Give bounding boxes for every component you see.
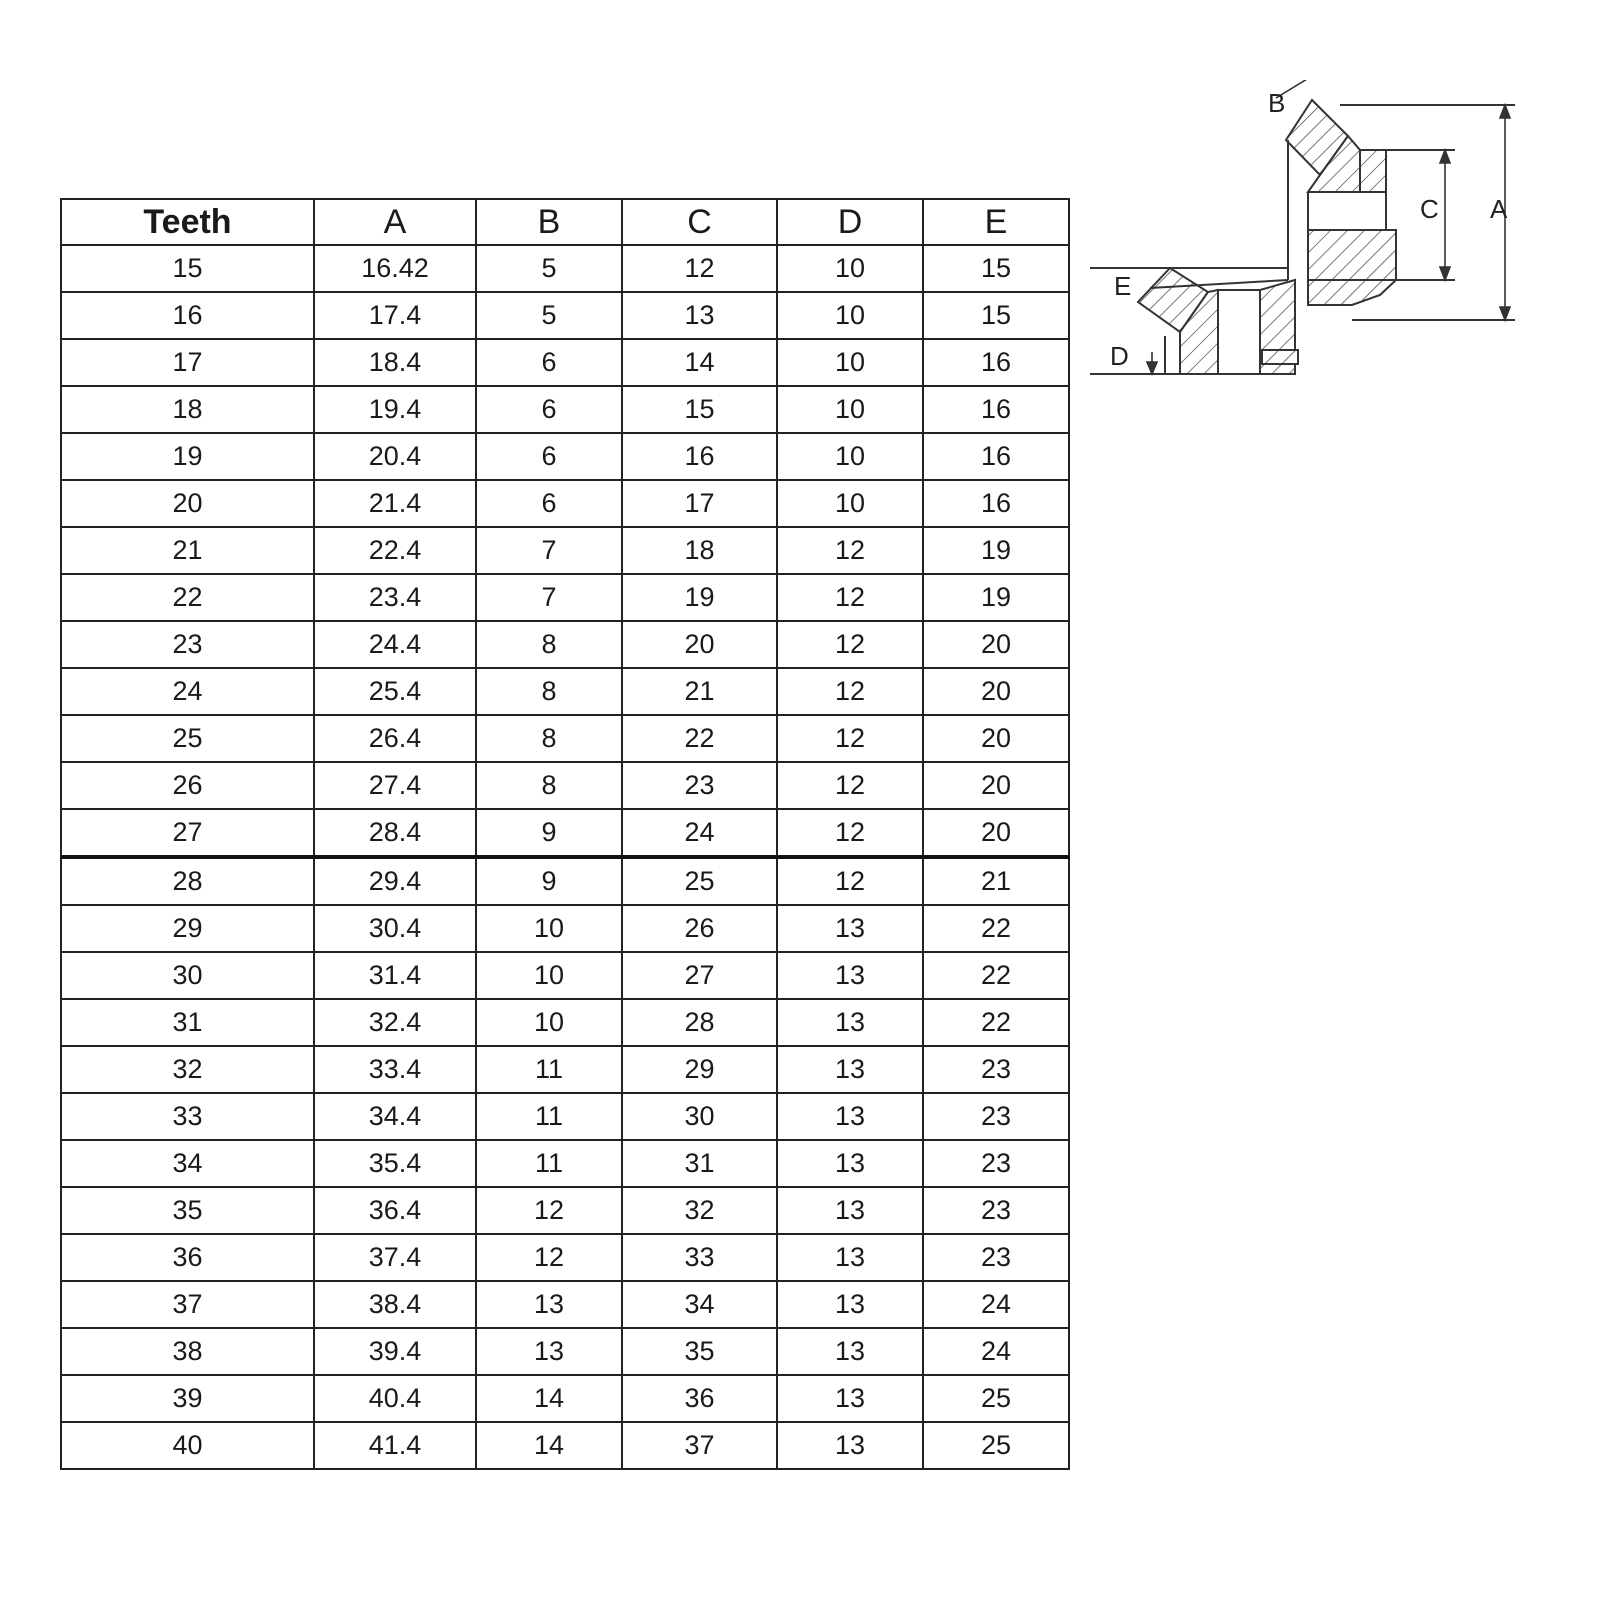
cell-b: 7 [476, 527, 622, 574]
cell-d: 10 [777, 245, 923, 292]
cell-e: 16 [923, 433, 1069, 480]
cell-d: 10 [777, 386, 923, 433]
cell-a: 36.4 [314, 1187, 476, 1234]
cell-b: 12 [476, 1234, 622, 1281]
cell-d: 13 [777, 1422, 923, 1469]
cell-d: 13 [777, 1375, 923, 1422]
cell-d: 12 [777, 621, 923, 668]
cell-c: 19 [622, 574, 777, 621]
cell-teeth: 23 [61, 621, 314, 668]
table-row [61, 1328, 1069, 1375]
cell-e: 23 [923, 1140, 1069, 1187]
cell-c: 22 [622, 715, 777, 762]
table-row [61, 952, 1069, 999]
cell-b: 10 [476, 999, 622, 1046]
cell-c: 37 [622, 1422, 777, 1469]
table-row [61, 574, 1069, 621]
cell-a: 33.4 [314, 1046, 476, 1093]
cell-a: 30.4 [314, 905, 476, 952]
cell-c: 16 [622, 433, 777, 480]
cell-a: 21.4 [314, 480, 476, 527]
cell-c: 14 [622, 339, 777, 386]
cell-c: 23 [622, 762, 777, 809]
cell-b: 7 [476, 574, 622, 621]
cell-a: 16.42 [314, 245, 476, 292]
cell-d: 12 [777, 668, 923, 715]
cell-e: 20 [923, 715, 1069, 762]
cell-d: 12 [777, 527, 923, 574]
bevel-gear-diagram [1090, 80, 1560, 400]
cell-b: 11 [476, 1140, 622, 1187]
label-d: D [1110, 341, 1129, 371]
cell-b: 12 [476, 1187, 622, 1234]
cell-d: 13 [777, 1328, 923, 1375]
table-row [61, 433, 1069, 480]
cell-teeth: 37 [61, 1281, 314, 1328]
cell-a: 40.4 [314, 1375, 476, 1422]
table-row [61, 1375, 1069, 1422]
cell-b: 10 [476, 905, 622, 952]
table-row [61, 715, 1069, 762]
table-row [61, 1234, 1069, 1281]
cell-teeth: 21 [61, 527, 314, 574]
cell-a: 39.4 [314, 1328, 476, 1375]
cell-a: 22.4 [314, 527, 476, 574]
cell-d: 13 [777, 1234, 923, 1281]
cell-d: 13 [777, 1140, 923, 1187]
header-d: D [777, 199, 923, 245]
cell-b: 6 [476, 480, 622, 527]
table-row [61, 386, 1069, 433]
cell-b: 6 [476, 433, 622, 480]
cell-b: 14 [476, 1422, 622, 1469]
cell-teeth: 35 [61, 1187, 314, 1234]
cell-teeth: 16 [61, 292, 314, 339]
cell-b: 5 [476, 292, 622, 339]
cell-c: 33 [622, 1234, 777, 1281]
cell-e: 23 [923, 1187, 1069, 1234]
cell-a: 24.4 [314, 621, 476, 668]
cell-c: 29 [622, 1046, 777, 1093]
cell-b: 9 [476, 809, 622, 857]
cell-e: 19 [923, 527, 1069, 574]
cell-a: 23.4 [314, 574, 476, 621]
cell-teeth: 20 [61, 480, 314, 527]
header-c: C [622, 199, 777, 245]
cell-teeth: 31 [61, 999, 314, 1046]
cell-d: 12 [777, 857, 923, 905]
cell-b: 11 [476, 1046, 622, 1093]
cell-teeth: 26 [61, 762, 314, 809]
header-a: A [314, 199, 476, 245]
cell-teeth: 32 [61, 1046, 314, 1093]
cell-c: 20 [622, 621, 777, 668]
cell-d: 12 [777, 762, 923, 809]
cell-e: 23 [923, 1046, 1069, 1093]
cell-b: 14 [476, 1375, 622, 1422]
cell-c: 21 [622, 668, 777, 715]
table-row [61, 1140, 1069, 1187]
cell-b: 8 [476, 621, 622, 668]
cell-teeth: 30 [61, 952, 314, 999]
cell-e: 19 [923, 574, 1069, 621]
cell-a: 37.4 [314, 1234, 476, 1281]
header-e: E [923, 199, 1069, 245]
cell-teeth: 27 [61, 809, 314, 857]
cell-b: 8 [476, 762, 622, 809]
cell-a: 38.4 [314, 1281, 476, 1328]
table-row [61, 1281, 1069, 1328]
cell-d: 13 [777, 1187, 923, 1234]
cell-e: 15 [923, 245, 1069, 292]
cell-e: 21 [923, 857, 1069, 905]
cell-a: 31.4 [314, 952, 476, 999]
cell-e: 20 [923, 809, 1069, 857]
cell-b: 13 [476, 1281, 622, 1328]
cell-a: 28.4 [314, 809, 476, 857]
cell-e: 25 [923, 1422, 1069, 1469]
cell-b: 6 [476, 386, 622, 433]
cell-c: 28 [622, 999, 777, 1046]
table-row [61, 339, 1069, 386]
cell-b: 6 [476, 339, 622, 386]
cell-teeth: 29 [61, 905, 314, 952]
cell-teeth: 25 [61, 715, 314, 762]
cell-e: 23 [923, 1093, 1069, 1140]
table-header-row [61, 199, 1069, 245]
cell-c: 34 [622, 1281, 777, 1328]
table-row [61, 480, 1069, 527]
cell-b: 8 [476, 715, 622, 762]
cell-e: 24 [923, 1328, 1069, 1375]
cell-e: 20 [923, 762, 1069, 809]
table-row [61, 857, 1069, 905]
cell-e: 25 [923, 1375, 1069, 1422]
cell-d: 10 [777, 339, 923, 386]
cell-c: 13 [622, 292, 777, 339]
table-row [61, 999, 1069, 1046]
cell-c: 30 [622, 1093, 777, 1140]
cell-e: 22 [923, 905, 1069, 952]
cell-teeth: 18 [61, 386, 314, 433]
table-row [61, 621, 1069, 668]
cell-a: 41.4 [314, 1422, 476, 1469]
table-row [61, 668, 1069, 715]
cell-a: 25.4 [314, 668, 476, 715]
cell-teeth: 36 [61, 1234, 314, 1281]
cell-e: 22 [923, 999, 1069, 1046]
table-row [61, 762, 1069, 809]
cell-c: 35 [622, 1328, 777, 1375]
cell-b: 13 [476, 1328, 622, 1375]
cell-d: 10 [777, 292, 923, 339]
header-teeth: Teeth [61, 199, 314, 245]
cell-e: 16 [923, 339, 1069, 386]
gear-cross-section [1090, 100, 1515, 374]
cell-d: 13 [777, 999, 923, 1046]
cell-a: 17.4 [314, 292, 476, 339]
cell-teeth: 15 [61, 245, 314, 292]
cell-c: 27 [622, 952, 777, 999]
cell-e: 24 [923, 1281, 1069, 1328]
cell-a: 29.4 [314, 857, 476, 905]
cell-c: 15 [622, 386, 777, 433]
cell-a: 32.4 [314, 999, 476, 1046]
cell-teeth: 33 [61, 1093, 314, 1140]
cell-a: 18.4 [314, 339, 476, 386]
table-row [61, 1093, 1069, 1140]
cell-e: 16 [923, 480, 1069, 527]
cell-teeth: 19 [61, 433, 314, 480]
cell-d: 10 [777, 433, 923, 480]
cell-teeth: 38 [61, 1328, 314, 1375]
cell-a: 35.4 [314, 1140, 476, 1187]
cell-c: 12 [622, 245, 777, 292]
table-row [61, 905, 1069, 952]
table-row [61, 809, 1069, 857]
cell-a: 27.4 [314, 762, 476, 809]
cell-e: 20 [923, 668, 1069, 715]
cell-b: 10 [476, 952, 622, 999]
cell-teeth: 22 [61, 574, 314, 621]
cell-teeth: 39 [61, 1375, 314, 1422]
header-b: B [476, 199, 622, 245]
cell-e: 20 [923, 621, 1069, 668]
table-row [61, 1046, 1069, 1093]
cell-c: 31 [622, 1140, 777, 1187]
cell-b: 11 [476, 1093, 622, 1140]
cell-a: 34.4 [314, 1093, 476, 1140]
cell-c: 17 [622, 480, 777, 527]
table-row [61, 1187, 1069, 1234]
cell-d: 13 [777, 1093, 923, 1140]
cell-c: 36 [622, 1375, 777, 1422]
cell-a: 26.4 [314, 715, 476, 762]
label-c: C [1420, 194, 1439, 224]
cell-teeth: 28 [61, 857, 314, 905]
cell-e: 16 [923, 386, 1069, 433]
cell-c: 24 [622, 809, 777, 857]
cell-c: 26 [622, 905, 777, 952]
cell-d: 13 [777, 1046, 923, 1093]
cell-d: 13 [777, 1281, 923, 1328]
cell-d: 12 [777, 574, 923, 621]
cell-e: 23 [923, 1234, 1069, 1281]
cell-b: 5 [476, 245, 622, 292]
cell-teeth: 34 [61, 1140, 314, 1187]
cell-d: 12 [777, 715, 923, 762]
cell-b: 9 [476, 857, 622, 905]
cell-c: 25 [622, 857, 777, 905]
table-row [61, 292, 1069, 339]
cell-teeth: 17 [61, 339, 314, 386]
cell-teeth: 24 [61, 668, 314, 715]
table-row [61, 527, 1069, 574]
table-row [61, 245, 1069, 292]
cell-c: 18 [622, 527, 777, 574]
cell-d: 12 [777, 809, 923, 857]
label-b: B [1268, 88, 1286, 118]
table-body [61, 245, 1069, 1469]
cell-d: 10 [777, 480, 923, 527]
cell-c: 32 [622, 1187, 777, 1234]
cell-b: 8 [476, 668, 622, 715]
table-row [61, 1422, 1069, 1469]
cell-e: 15 [923, 292, 1069, 339]
cell-a: 20.4 [314, 433, 476, 480]
cell-a: 19.4 [314, 386, 476, 433]
cell-d: 13 [777, 905, 923, 952]
cell-teeth: 40 [61, 1422, 314, 1469]
label-a: A [1490, 194, 1508, 224]
gear-spec-table [60, 198, 1070, 1470]
label-e: E [1114, 271, 1132, 301]
cell-e: 22 [923, 952, 1069, 999]
cell-d: 13 [777, 952, 923, 999]
